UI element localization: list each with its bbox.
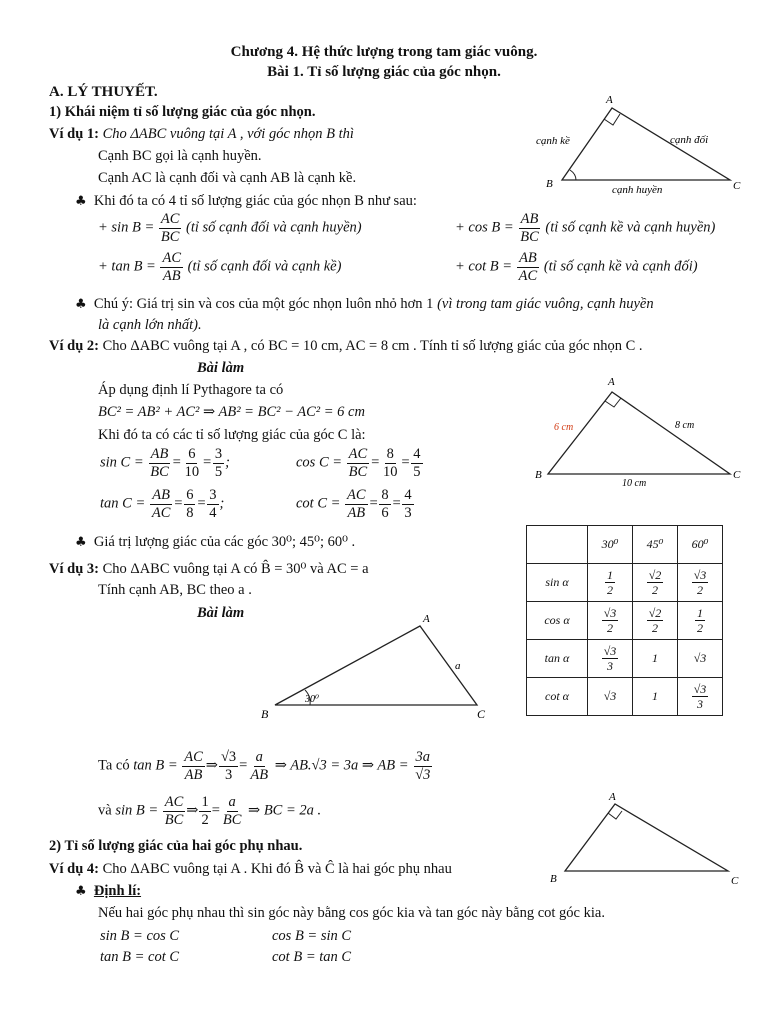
cosC-equation: cos C = $\frac{AC}{BC}$ = $\frac{8}{10}$ = $\frac{4}{5}$ [296, 446, 421, 480]
example2-intro [49, 338, 643, 355]
table-col-header: 45⁰ [633, 526, 678, 564]
sinC-lhs: sin C = [100, 454, 144, 471]
example3-intro [49, 561, 369, 578]
triangle-figure-1 [530, 92, 760, 202]
table-row-header: cos α [527, 602, 588, 640]
sin-denominator: BC [160, 228, 180, 245]
cotC-lhs: cot C = [296, 495, 341, 512]
triangle-figure-4 [545, 788, 760, 888]
table-cell: √3 [678, 640, 723, 678]
fig2-label-c: C [733, 469, 741, 481]
cos-denominator: BC [520, 228, 539, 245]
table-cell: $\frac{1}{2}$ [588, 564, 633, 602]
table-cell: $\frac{√3}{2}$ [588, 602, 633, 640]
sin-note: (tỉ số cạnh đối và cạnh huyền) [186, 219, 362, 236]
fig1-hypotenuse-label: cạnh huyền [612, 184, 663, 196]
table-cell: $\frac{√2}{2}$ [633, 564, 678, 602]
sin-end: ⇒ BC = 2a . [248, 802, 322, 819]
theorem-text: Nếu hai góc phụ nhau thì sin góc này bằng cos góc kia và tan góc này bằng cot góc kia. [98, 905, 605, 921]
example3-tan-line: Ta có tan B = $\frac{AC}{AB}$ ⇒ $\frac{√3}{3}$ = $\frac{a}{AB}$ ⇒ AB.√3 = 3a ⇒ AB = $\frac{3a}{√3}$ [98, 749, 431, 783]
sin-numerator: AC [160, 211, 180, 227]
cos-note: (tỉ số cạnh kề và cạnh huyền) [545, 219, 716, 236]
tan-lhs: + tan B = [98, 258, 156, 275]
tanC-d1: AC [151, 504, 171, 521]
cos-definition [455, 212, 715, 244]
example4-label: Ví dụ 4: [49, 861, 99, 877]
table-cell: $\frac{√3}{3}$ [588, 640, 633, 678]
bullet-four-ratios [75, 193, 417, 210]
cot-denominator: AC [518, 267, 538, 284]
cos-numerator: AB [520, 211, 539, 227]
tanC-n3: 3 [209, 487, 217, 503]
fig2-label-b: B [535, 469, 542, 481]
bullet-text: Khi đó ta có 4 tỉ số lượng giác của góc nhọn B như sau: [93, 193, 417, 209]
sinC-d1: BC [150, 463, 169, 480]
section-heading: A. LÝ THUYẾT. [49, 84, 158, 100]
tan-mid: ⇒ AB.√3 = 3a ⇒ AB = [274, 757, 409, 774]
fig3-side-a: a [455, 660, 461, 672]
table-row-header: tan α [527, 640, 588, 678]
cot-note: (tỉ số cạnh kề và cạnh đối) [543, 258, 698, 275]
club-bullet-icon: ♣ [75, 884, 87, 899]
example2-text: Cho ΔABC vuông tại A , có BC = 10 cm, AC = 8 cm . Tính tỉ số lượng giác của góc nhọn C . [102, 338, 643, 354]
chapter-title: Chương 4. Hệ thức lượng trong tam giác vuông. [230, 44, 538, 60]
identity-cot-tan: cot B = tan C [272, 949, 352, 965]
cotC-equation: cot C = $\frac{AC}{AB}$ = $\frac{8}{6}$ = $\frac{4}{3}$ [296, 487, 412, 521]
cotC-n3: 4 [404, 487, 412, 503]
fig1-label-c: C [733, 180, 741, 192]
fig3-label-c: C [477, 707, 486, 721]
special-angles-text: Giá trị lượng giác của các góc 30⁰; 45⁰; 60⁰ . [93, 534, 356, 550]
cosC-n2: 8 [386, 446, 394, 462]
table-cell: 1 [633, 640, 678, 678]
cos-lhs: + cos B = [455, 219, 514, 236]
part2-heading: 2) Tỉ số lượng giác của hai góc phụ nhau. [49, 838, 303, 854]
tanC-equation: tan C = $\frac{AB}{AC}$ = $\frac{6}{8}$ = $\frac{3}{4}$ ; [100, 487, 225, 521]
tan-intro: Ta có [98, 757, 130, 774]
table-row [527, 602, 723, 640]
example1-line3: Cạnh AC là cạnh đối và cạnh AB là cạnh kề. [98, 170, 357, 186]
table-cell: $\frac{√3}{3}$ [678, 678, 723, 716]
cosC-d3: 5 [413, 463, 421, 480]
triangle-figure-2 [530, 370, 750, 488]
fig1-opposite-label: cạnh đối [670, 134, 709, 146]
fig3-angle: 30⁰ [305, 694, 320, 705]
table-row [527, 640, 723, 678]
cosC-n1: AC [348, 446, 368, 462]
club-bullet-icon: ♣ [75, 297, 87, 312]
sinC-n2: 6 [188, 446, 196, 462]
example3-label: Ví dụ 3: [49, 561, 99, 577]
table-col-header: 30⁰ [588, 526, 633, 564]
cosC-d1: BC [348, 463, 368, 480]
example2-label: Ví dụ 2: [49, 338, 99, 354]
theorem-label: Định lí: [93, 883, 142, 899]
note-italic: (vì trong tam giác vuông, cạnh huyền [437, 296, 654, 312]
tanC-n2: 6 [186, 487, 194, 503]
sin-intro: và [98, 802, 112, 819]
sinC-d3: 5 [214, 463, 223, 480]
tanC-n1: AB [152, 487, 170, 503]
table-header-row [527, 526, 723, 564]
tanC-d3: 4 [209, 504, 217, 521]
table-cell: $\frac{√3}{2}$ [678, 564, 723, 602]
example2-solution-heading: Bài làm [197, 360, 245, 376]
example3-text: Cho ΔABC vuông tại A có B̂ = 30⁰ và AC = a [102, 561, 369, 577]
example3-solution-heading: Bài làm [197, 605, 245, 621]
note-line2: là cạnh lớn nhất). [98, 317, 202, 333]
fig2-label-a: A [608, 376, 615, 388]
theorem-heading [75, 883, 141, 900]
club-bullet-icon: ♣ [75, 194, 87, 209]
part1-heading: 1) Khái niệm tỉ số lượng giác của góc nhọn. [49, 104, 316, 120]
fig1-label-a: A [606, 94, 613, 106]
cotC-n1: AC [347, 487, 366, 503]
identity-tan-cot: tan B = cot C [100, 949, 180, 965]
cotC-n2: 8 [381, 487, 389, 503]
sinC-n3: 3 [214, 446, 223, 462]
sin-definition [98, 212, 362, 244]
special-angles-table [526, 525, 723, 716]
table-cell: 1 [633, 678, 678, 716]
example2-line3: Khi đó ta có các tỉ số lượng giác của góc C là: [98, 427, 366, 443]
fig1-adjacent-label: cạnh kề [536, 135, 570, 147]
fig3-label-b: B [261, 707, 269, 721]
cot-lhs: + cot B = [455, 258, 513, 275]
fig3-label-a: A [423, 613, 430, 625]
special-angles-bullet [75, 534, 355, 551]
lesson-title: Bài 1. Tỉ số lượng giác của góc nhọn. [267, 64, 501, 80]
tan-numerator: AC [162, 250, 181, 266]
example1-line2: Cạnh BC gọi là cạnh huyền. [98, 148, 262, 164]
cosC-lhs: cos C = [296, 454, 343, 471]
fig2-ab-length: 6 cm [554, 422, 574, 433]
tan-definition [98, 251, 341, 283]
cotC-d1: AB [347, 504, 366, 521]
note-line [75, 296, 654, 313]
tan-note: (tỉ số cạnh đối và cạnh kề) [187, 258, 342, 275]
example1-text: Cho ΔABC vuông tại A , với góc nhọn B thì [102, 126, 354, 142]
example3-sin-line: và sin B = $\frac{AC}{BC}$ ⇒ $\frac{1}{2}$ = $\frac{a}{BC}$ ⇒ BC = 2a . [98, 794, 322, 828]
example3-line2: Tính cạnh AB, BC theo a . [98, 582, 252, 598]
fig4-label-a: A [609, 791, 616, 803]
example1-label: Ví dụ 1: [49, 126, 99, 142]
table-corner-cell [527, 526, 588, 564]
cot-definition [455, 251, 698, 283]
table-row [527, 678, 723, 716]
example2-pythagore: BC² = AB² + AC² ⇒ AB² = BC² − AC² = 6 cm [98, 404, 365, 420]
fig2-bc-length: 10 cm [622, 478, 647, 488]
cot-numerator: AB [519, 250, 537, 266]
table-row [527, 564, 723, 602]
tan-denominator: AB [162, 267, 181, 284]
sinC-d2: 10 [184, 463, 200, 480]
fig2-ac-length: 8 cm [675, 420, 695, 431]
table-cell: $\frac{√2}{2}$ [633, 602, 678, 640]
tanC-d2: 8 [186, 504, 194, 521]
cotC-d3: 3 [404, 504, 412, 521]
sinC-equation: sin C = $\frac{AB}{BC}$ = $\frac{6}{10}$ = $\frac{3}{5}$ ; [100, 446, 230, 480]
cotC-d2: 6 [381, 504, 389, 521]
sin-lhs: + sin B = [98, 219, 155, 236]
identity-sin-cos: sin B = cos C [100, 928, 180, 944]
example4-intro [49, 861, 452, 878]
sin-lhs: sin B = [115, 802, 159, 819]
table-row-header: sin α [527, 564, 588, 602]
table-cell: $\frac{1}{2}$ [678, 602, 723, 640]
fig4-label-b: B [550, 873, 557, 885]
cosC-n3: 4 [413, 446, 421, 462]
table-row-header: cot α [527, 678, 588, 716]
table-cell: √3 [588, 678, 633, 716]
table-col-header: 60⁰ [678, 526, 723, 564]
triangle-figure-3 [255, 608, 500, 726]
example2-line1: Áp dụng định lí Pythagore ta có [98, 382, 284, 398]
club-bullet-icon: ♣ [75, 535, 87, 550]
cosC-d2: 10 [383, 463, 398, 480]
fig1-label-b: B [546, 178, 553, 190]
sinC-n1: AB [150, 446, 169, 462]
identity-cos-sin: cos B = sin C [272, 928, 352, 944]
example4-text: Cho ΔABC vuông tại A . Khi đó B̂ và Ĉ là hai góc phụ nhau [102, 861, 452, 877]
tan-lhs: tan B = [133, 757, 178, 774]
example1-intro [49, 126, 354, 143]
note-main: Chú ý: Giá trị sin và cos của một góc nhọn luôn nhỏ hơn 1 [93, 296, 434, 312]
fig4-label-c: C [731, 875, 739, 887]
tanC-lhs: tan C = [100, 495, 146, 512]
